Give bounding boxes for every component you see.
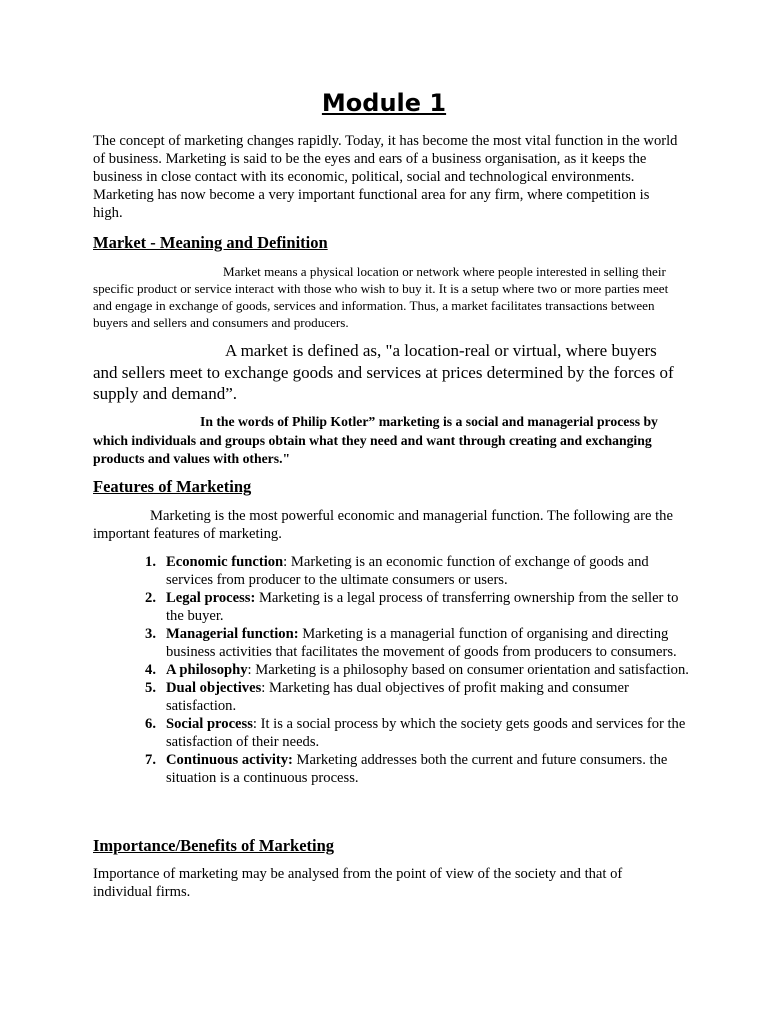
list-item-number: 1.	[145, 554, 156, 570]
features-heading: Features of Marketing	[93, 477, 252, 496]
list-item	[130, 679, 690, 715]
list-item	[130, 715, 690, 751]
list-item-number: 5.	[145, 680, 156, 696]
importance-paragraph: Importance of marketing may be analysed from the point of view of the society and that of individual firms.	[93, 866, 623, 900]
list-item	[130, 589, 690, 625]
list-item-text: Marketing is a legal process of transferring ownership from the seller to the buyer.	[166, 590, 679, 624]
list-item-number: 2.	[145, 590, 156, 606]
list-item-text: : Marketing is an economic function of exchange of goods and services from producer to the ultimate consumers or users.	[166, 554, 649, 588]
list-item-number: 3.	[145, 626, 156, 642]
list-item	[130, 661, 690, 679]
list-item-term: Social process	[166, 716, 253, 732]
importance-heading: Importance/Benefits of Marketing	[93, 836, 335, 855]
features-intro-paragraph	[93, 507, 678, 543]
list-item-term: Managerial function:	[166, 626, 299, 642]
list-item-term: Legal process:	[166, 590, 256, 606]
kotler-quote-paragraph	[93, 413, 678, 469]
list-item-text: Marketing is a managerial function of organising and directing business activities that facilitates the movement of goods from producers to consumers.	[166, 626, 677, 660]
list-item	[130, 553, 690, 589]
list-item-term: Continuous activity:	[166, 752, 293, 768]
list-item	[130, 625, 690, 661]
list-item-text: : Marketing is a philosophy based on consumer orientation and satisfaction.	[247, 662, 689, 678]
list-item-number: 7.	[145, 752, 156, 768]
list-item	[130, 751, 690, 787]
features-intro-text: Marketing is the most powerful economic and managerial function. The following are the important features of marketing.	[93, 508, 673, 542]
list-item-term: Dual objectives	[166, 680, 262, 696]
list-item-text: : It is a social process by which the society gets goods and services for the satisfaction of their needs.	[166, 716, 686, 750]
list-item-number: 6.	[145, 716, 156, 732]
list-item-number: 4.	[145, 662, 156, 678]
market-meaning-text: Market means a physical location or network where people interested in selling their specific product or service interact with those who wish to buy it. It is a setup where two or more parties meet and engage in exchange of goods, services and information. Thus, a market facilitates transactions between buyers and sellers and consumers and producers.	[93, 264, 669, 330]
market-definition-text: A market is defined as, "a location-real or virtual, where buyers and sellers meet to exchange goods and services at prices determined by the forces of supply and demand”.	[93, 341, 674, 403]
features-list	[130, 553, 690, 787]
list-item-term: Economic function	[166, 554, 284, 570]
market-meaning-paragraph	[93, 263, 678, 331]
list-item-term: A philosophy	[166, 662, 248, 678]
intro-paragraph: The concept of marketing changes rapidly. Today, it has become the most vital function in the world of business. Marketing is said to be the eyes and ears of a business organisation, as it keeps the business in close contact with its economic, political, social and technological environments. Marketing has now become a very important functional area for any firm, where competition is high.	[93, 133, 678, 221]
list-item-text: Marketing addresses both the current and future consumers. the situation is a continuous process.	[166, 752, 668, 786]
list-item-text: : Marketing has dual objectives of profit making and consumer satisfaction.	[166, 680, 629, 714]
market-definition-paragraph	[93, 340, 678, 405]
market-heading: Market - Meaning and Definition	[93, 233, 328, 252]
kotler-quote-text: In the words of Philip Kotler” marketing is a social and managerial process by which individuals and groups obtain what they need and want through creating and exchanging products and values with others."	[93, 414, 658, 466]
page-title: Module 1	[321, 89, 447, 117]
